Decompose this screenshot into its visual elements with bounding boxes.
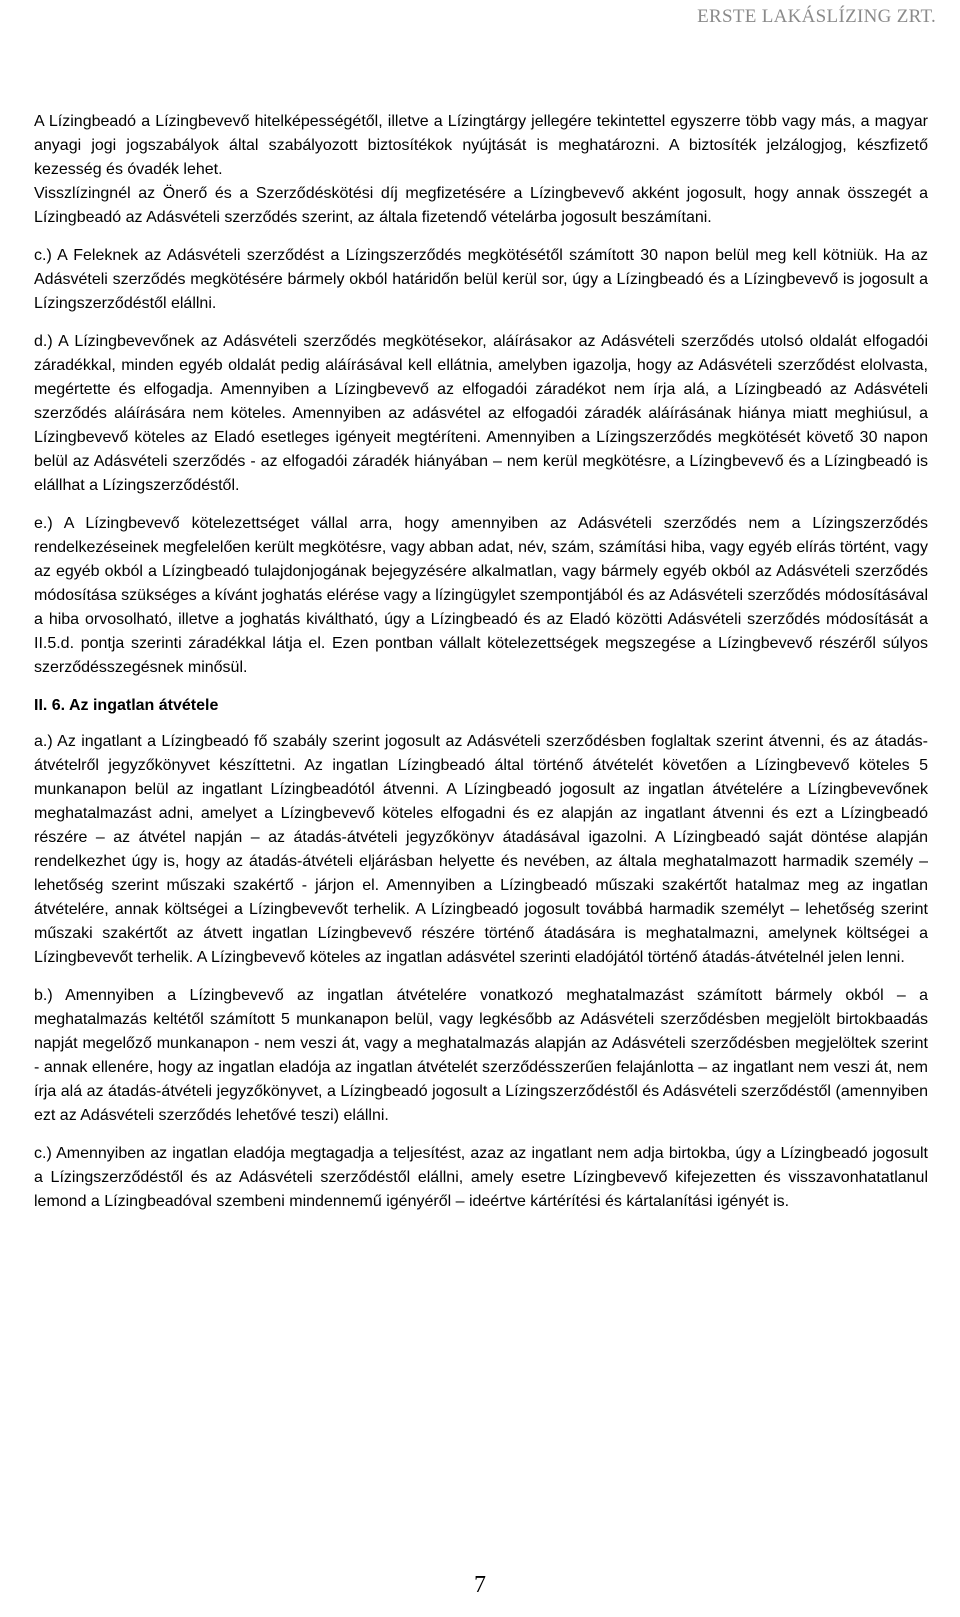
document-header-company: ERSTE LAKÁSLÍZING ZRT. (697, 6, 936, 27)
page-number: 7 (474, 1572, 486, 1598)
paragraph-collateral: A Lízingbeadó a Lízingbevevő hitelképességétől, illetve a Lízingtárgy jellegére tekintettel egyszerre több vagy más, a magyar anyagi jogi jogszabályok által szabályozott biztosítékok nyújtását is meghatározni. A biztosíték jelzálogjog, készfizető kezesség és óvadék lehet. (34, 113, 928, 178)
paragraph-sale-leaseback: Visszlízingnél az Önerő és a Szerződéskötési díj megfizetésére a Lízingbevevő akként jogosult, hogy annak összegét a Lízingbeadó az Adásvételi szerződés szerint, az általa fizetendő vételárba jogosult beszámítani. (34, 185, 928, 226)
paragraph-e-contract-correction: e.) A Lízingbevevő kötelezettséget vállal arra, hogy amennyiben az Adásvételi szerződés nem a Lízingszerződés rendelkezéseinek megfelelően került megkötésre, vagy abban adat, név, szám, számítási hiba, vagy egyéb elírás történt, vagy az egyéb okból a Lízingbeadó tulajdonjogának bejegyzésére alkalmatlan, vagy bármely egyéb okból az Adásvételi szerződés módosítása szükséges a kívánt joghatás elérése vagy a lízingügylet szempontjából és az Adásvételi szerződés módosításával a hiba orvosolható, illetve a joghatás kiváltható, úgy a Lízingbeadó és az Eladó közötti Adásvételi szerződés módosítását a II.5.d. pontja szerinti záradékkal látja el. Ezen pontban vállalt kötelezettségek megszegése a Lízingbevevő részéről súlyos szerződésszegésnek minősül. (34, 515, 928, 676)
paragraph-d-acceptance-clause: d.) A Lízingbevevőnek az Adásvételi szerződés megkötésekor, aláírásakor az Adásvételi szerződés utolsó oldalát elfogadói záradékkal, minden egyéb oldalát pedig aláírásával kell ellátnia, amelyben igazolja, hogy az Adásvételi szerződést elolvasta, megértette és elfogadja. Amennyiben a Lízingbevevő az elfogadói záradékot nem írja alá, a Lízingbeadó az Adásvételi szerződés aláírására nem köteles. Amennyiben az adásvétel az elfogadói záradék aláírásának hiánya miatt meghiúsul, a Lízingbevevő köteles az Eladó esetleges igényeit megtéríteni. Amennyiben a Lízingszerződés megkötését követő 30 napon belül az Adásvételi szerződés - az elfogadói záradék hiányában – nem kerül megkötésre, a Lízingbevevő és a Lízingbeadó is elállhat a Lízingszerződéstől. (34, 333, 928, 494)
section-title: II. 6. Az ingatlan átvétele (34, 697, 219, 714)
paragraph-a-property-takeover: a.) Az ingatlant a Lízingbeadó fő szabály szerint jogosult az Adásvételi szerződésben foglaltak szerint átvenni, és az átadás-átvételről jegyzőkönyvet készíttetni. Az ingatlan Lízingbeadó által történő átvételét követően a Lízingbevevő köteles 5 munkanapon belül az ingatlant Lízingbeadótól átvenni. A Lízingbeadó jogosult az ingatlan átvételére a Lízingbevevőnek meghatalmazást adni, amelyet a Lízingbevevő köteles elfogadni és ez alapján az ingatlant átvenni és ezt a Lízingbeadó részére – az átvétel napján – az átadás-átvételi jegyzőkönyv átadásával igazolni. A Lízingbeadó saját döntése alapján rendelkezhet úgy is, hogy az átadás-átvételi eljárásban helyette és nevében, az általa meghatalmazott harmadik személy – lehetőség szerint műszaki szakértő - járjon el. Amennyiben a Lízingbeadó műszaki szakértőt hatalmaz meg az ingatlan átvételére, annak költségei a Lízingbevevőt terhelik. A Lízingbeadó jogosult továbbá harmadik személyt – lehetőség szerint műszaki szakértőt az átvett ingatlan Lízingbevevő részére történő átadására is meghatalmazni, amelynek költségei a Lízingbevevőt terhelik. A Lízingbevevő köteles az ingatlan adásvétel szerinti eladójától történő átadás-átvételnél jelen lenni. (34, 733, 928, 966)
paragraph-b-authorization: b.) Amennyiben a Lízingbevevő az ingatlan átvételére vonatkozó meghatalmazást számított bármely okból – a meghatalmazás keltétől számított 5 munkanapon belül, vagy legkésőbb az Adásvételi szerződésben megjelölt birtokbaadás napját megelőző munkanapon - nem veszi át, vagy a meghatalmazás alapján az Adásvételi szerződésben megjelöltek szerint - annak ellenére, hogy az ingatlan eladója az ingatlan átvételét szerződésszerűen felajánlotta – az ingatlant nem veszi át, nem írja alá az átadás-átvételi jegyzőkönyvet, a Lízingbeadó jogosult a Lízingszerződéstől és Adásvételi szerződéstől (amennyiben ezt az Adásvételi szerződés lehetővé teszi) elállni. (34, 987, 928, 1124)
paragraph-c-contract-deadline: c.) A Feleknek az Adásvételi szerződést a Lízingszerződés megkötésétől számított 30 napon belül meg kell kötniük. Ha az Adásvételi szerződés megkötésére bármely okból határidőn belül kerül sor, úgy a Lízingbeadó és a Lízingbevevő is jogosult a Lízingszerződéstől elállni. (34, 247, 928, 312)
paragraph-c-seller-refusal: c.) Amennyiben az ingatlan eladója megtagadja a teljesítést, azaz az ingatlant nem adja birtokba, úgy a Lízingbeadó jogosult a Lízingszerződéstől és az Adásvételi szerződéstől elállni, amely esetre Lízingbevevő kifejezetten és visszavonhatatlanul lemond a Lízingbeadóval szembeni mindennemű igényéről – ideértve kártérítési és kártalanítási igényét is. (34, 1145, 928, 1210)
document-body (34, 110, 928, 1228)
